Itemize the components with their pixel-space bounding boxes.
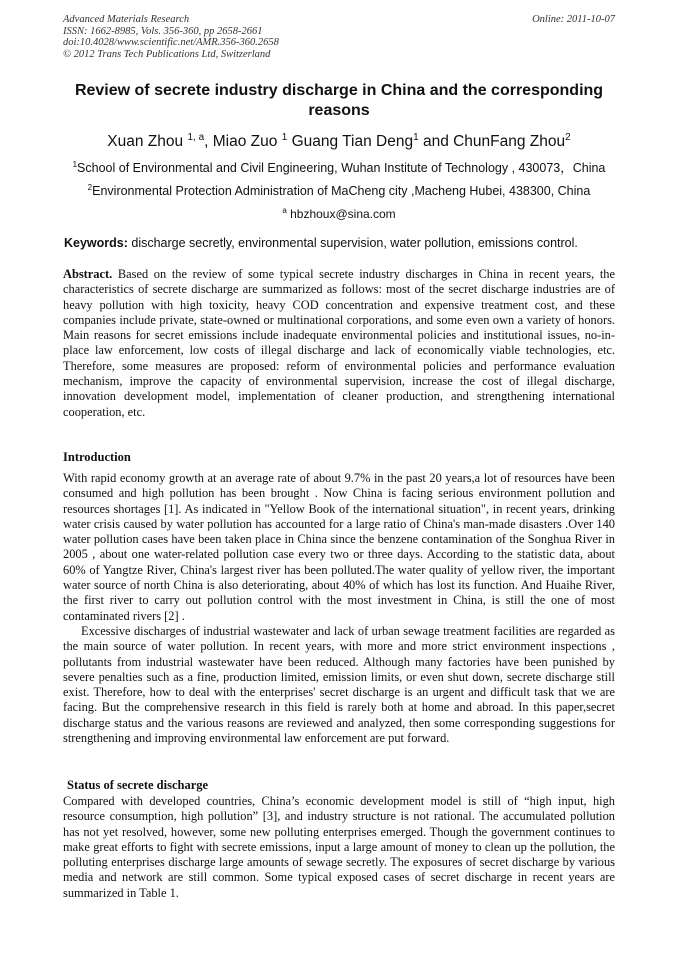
author-superscript: 1	[281, 132, 288, 143]
status-heading: Status of secrete discharge	[67, 778, 209, 792]
affiliation-text: Environmental Protection Administration of MaCheng city ,Macheng Hubei, 438300, China	[92, 184, 591, 199]
affiliation-1	[30, 157, 648, 176]
introduction-paragraph-1: With rapid economy growth at an average rate of about 9.7% in the past 20 years,a lot of resources have been consumed and high pollution has been brought . Now China is facing serious environment pollution and resources shortages [1]. As indicated in "Yellow Book of the international situation", in recent years, drinking water crisis caused by water pollution has accounted for a large ratio of China's man-made disasters .Over 140 water pollution cases have been taken place in China since the benzene contamination of the Songhua River in 2005 , about one water-related pollution case every two or three days. According to the statistic data, about 60% of Yangtze River, China's largest river has been polluted.The water quality of yellow river, the important water source of north China is also deteriorating, about 40% of which has lost its function. And Huaihe River, the first river to carry out pollution control with the most investment in China, is still the one of most contaminated rivers [2] .	[63, 471, 615, 623]
author-superscript: 1, a	[187, 132, 205, 143]
email-superscript: a	[282, 206, 287, 215]
introduction-section	[63, 471, 615, 746]
status-paragraph-1: Compared with developed countries, China’s economic development model is still of “high input, high resource consumption, high pollution” [3], and industry structure is not rational. The accumulated pollution has not yet resolved, however, some new polluting enterprises emerged. Though the government continues to make great efforts to fight with secrete emissions, input a large amount of money to clean up the pollution, the polluting enterprises discharge large amounts of sewage secretly. The exposures of secret discharge by various media and network are still common. Some typical exposed cases of secret discharge in recent years are summarized in Table 1.	[63, 794, 615, 900]
author-name: Xuan Zhou	[107, 133, 184, 151]
contact-email	[30, 203, 648, 222]
abstract-text: Based on the review of some typical secrete industry discharges in China in recent years, the characteristics of secrete discharge are summarized as follows: most of the secret discharge industries are of heavy pollution with high toxicity, heavy COD concentration and expensive treatment cost, and these companies include private, state-owned or multinational corporations, and some even own a variety of honors. Main reasons for secret emissions include inadequate environmental policies and institutional issues, no-in-place law enforcement, low costs of illegal discharge and lack of economically viable technologies, etc. Therefore, some measures are proposed: reform of environmental policies and performance evaluation mechanism, improve the capacity of environmental supervision, increase the cost of illegal discharge, innovation development model, implementation of cleaner production, and strengthening international cooperation, etc.	[63, 267, 615, 419]
keywords-line	[64, 236, 615, 251]
online-date: Online: 2011-10-07	[532, 14, 615, 25]
affiliation-text: School of Environmental and Civil Engineering, Wuhan Institute of Technology , 430073，China	[77, 161, 606, 176]
journal-header	[63, 14, 443, 60]
author-list	[40, 128, 638, 152]
affiliation-superscript: 1	[72, 160, 78, 169]
journal-name: Advanced Materials Research	[63, 14, 190, 25]
email-address[interactable]: hbzhoux@sina.com	[286, 207, 396, 221]
affiliation-2	[30, 180, 648, 199]
keywords-label: Keywords:	[64, 236, 128, 250]
author-name: Miao Zuo	[212, 133, 278, 151]
author-name: and ChunFang Zhou	[418, 133, 566, 151]
status-section	[63, 794, 615, 901]
doi-line[interactable]: doi:10.4028/www.scientific.net/AMR.356-360.2658	[63, 37, 279, 48]
keywords-text: discharge secretly, environmental supervision, water pollution, emissions control.	[127, 236, 578, 250]
copyright-line: © 2012 Trans Tech Publications Ltd, Switzerland	[63, 48, 271, 60]
author-separator: ,	[204, 133, 213, 151]
introduction-heading: Introduction	[63, 450, 131, 464]
abstract-paragraph	[63, 267, 615, 420]
author-superscript: 2	[565, 132, 571, 143]
introduction-paragraph-2: Excessive discharges of industrial wastewater and lack of urban sewage treatment facilities are regarded as the main source of water pollution. In recent years, with more and more strict environment inspections , pollutants from industrial wastewater have been reduced. Although many factories have been punished by severe penalties such as a fine, production limited, emission limits, or even shut down, secrete discharge still exist. Therefore, how to deal with the enterprises' secret discharge is an urgent and difficult task that we are facing. But the comprehensive research in this field is rarely both at home and abroad. In this paper,secret discharge status and the various reasons are reviewed and analyzed, then some corresponding suggestions for strengthening and improving environmental law enforcement are put forward.	[63, 623, 615, 746]
author-superscript: 1	[413, 132, 419, 143]
affiliation-superscript: 2	[87, 183, 93, 192]
paper-title: Review of secrete industry discharge in China and the corresponding reasons	[74, 82, 604, 119]
abstract-label: Abstract.	[63, 267, 113, 281]
issn-line: ISSN: 1662-8985, Vols. 356-360, pp 2658-2661	[63, 25, 263, 37]
author-name: Guang Tian Deng	[287, 133, 414, 151]
